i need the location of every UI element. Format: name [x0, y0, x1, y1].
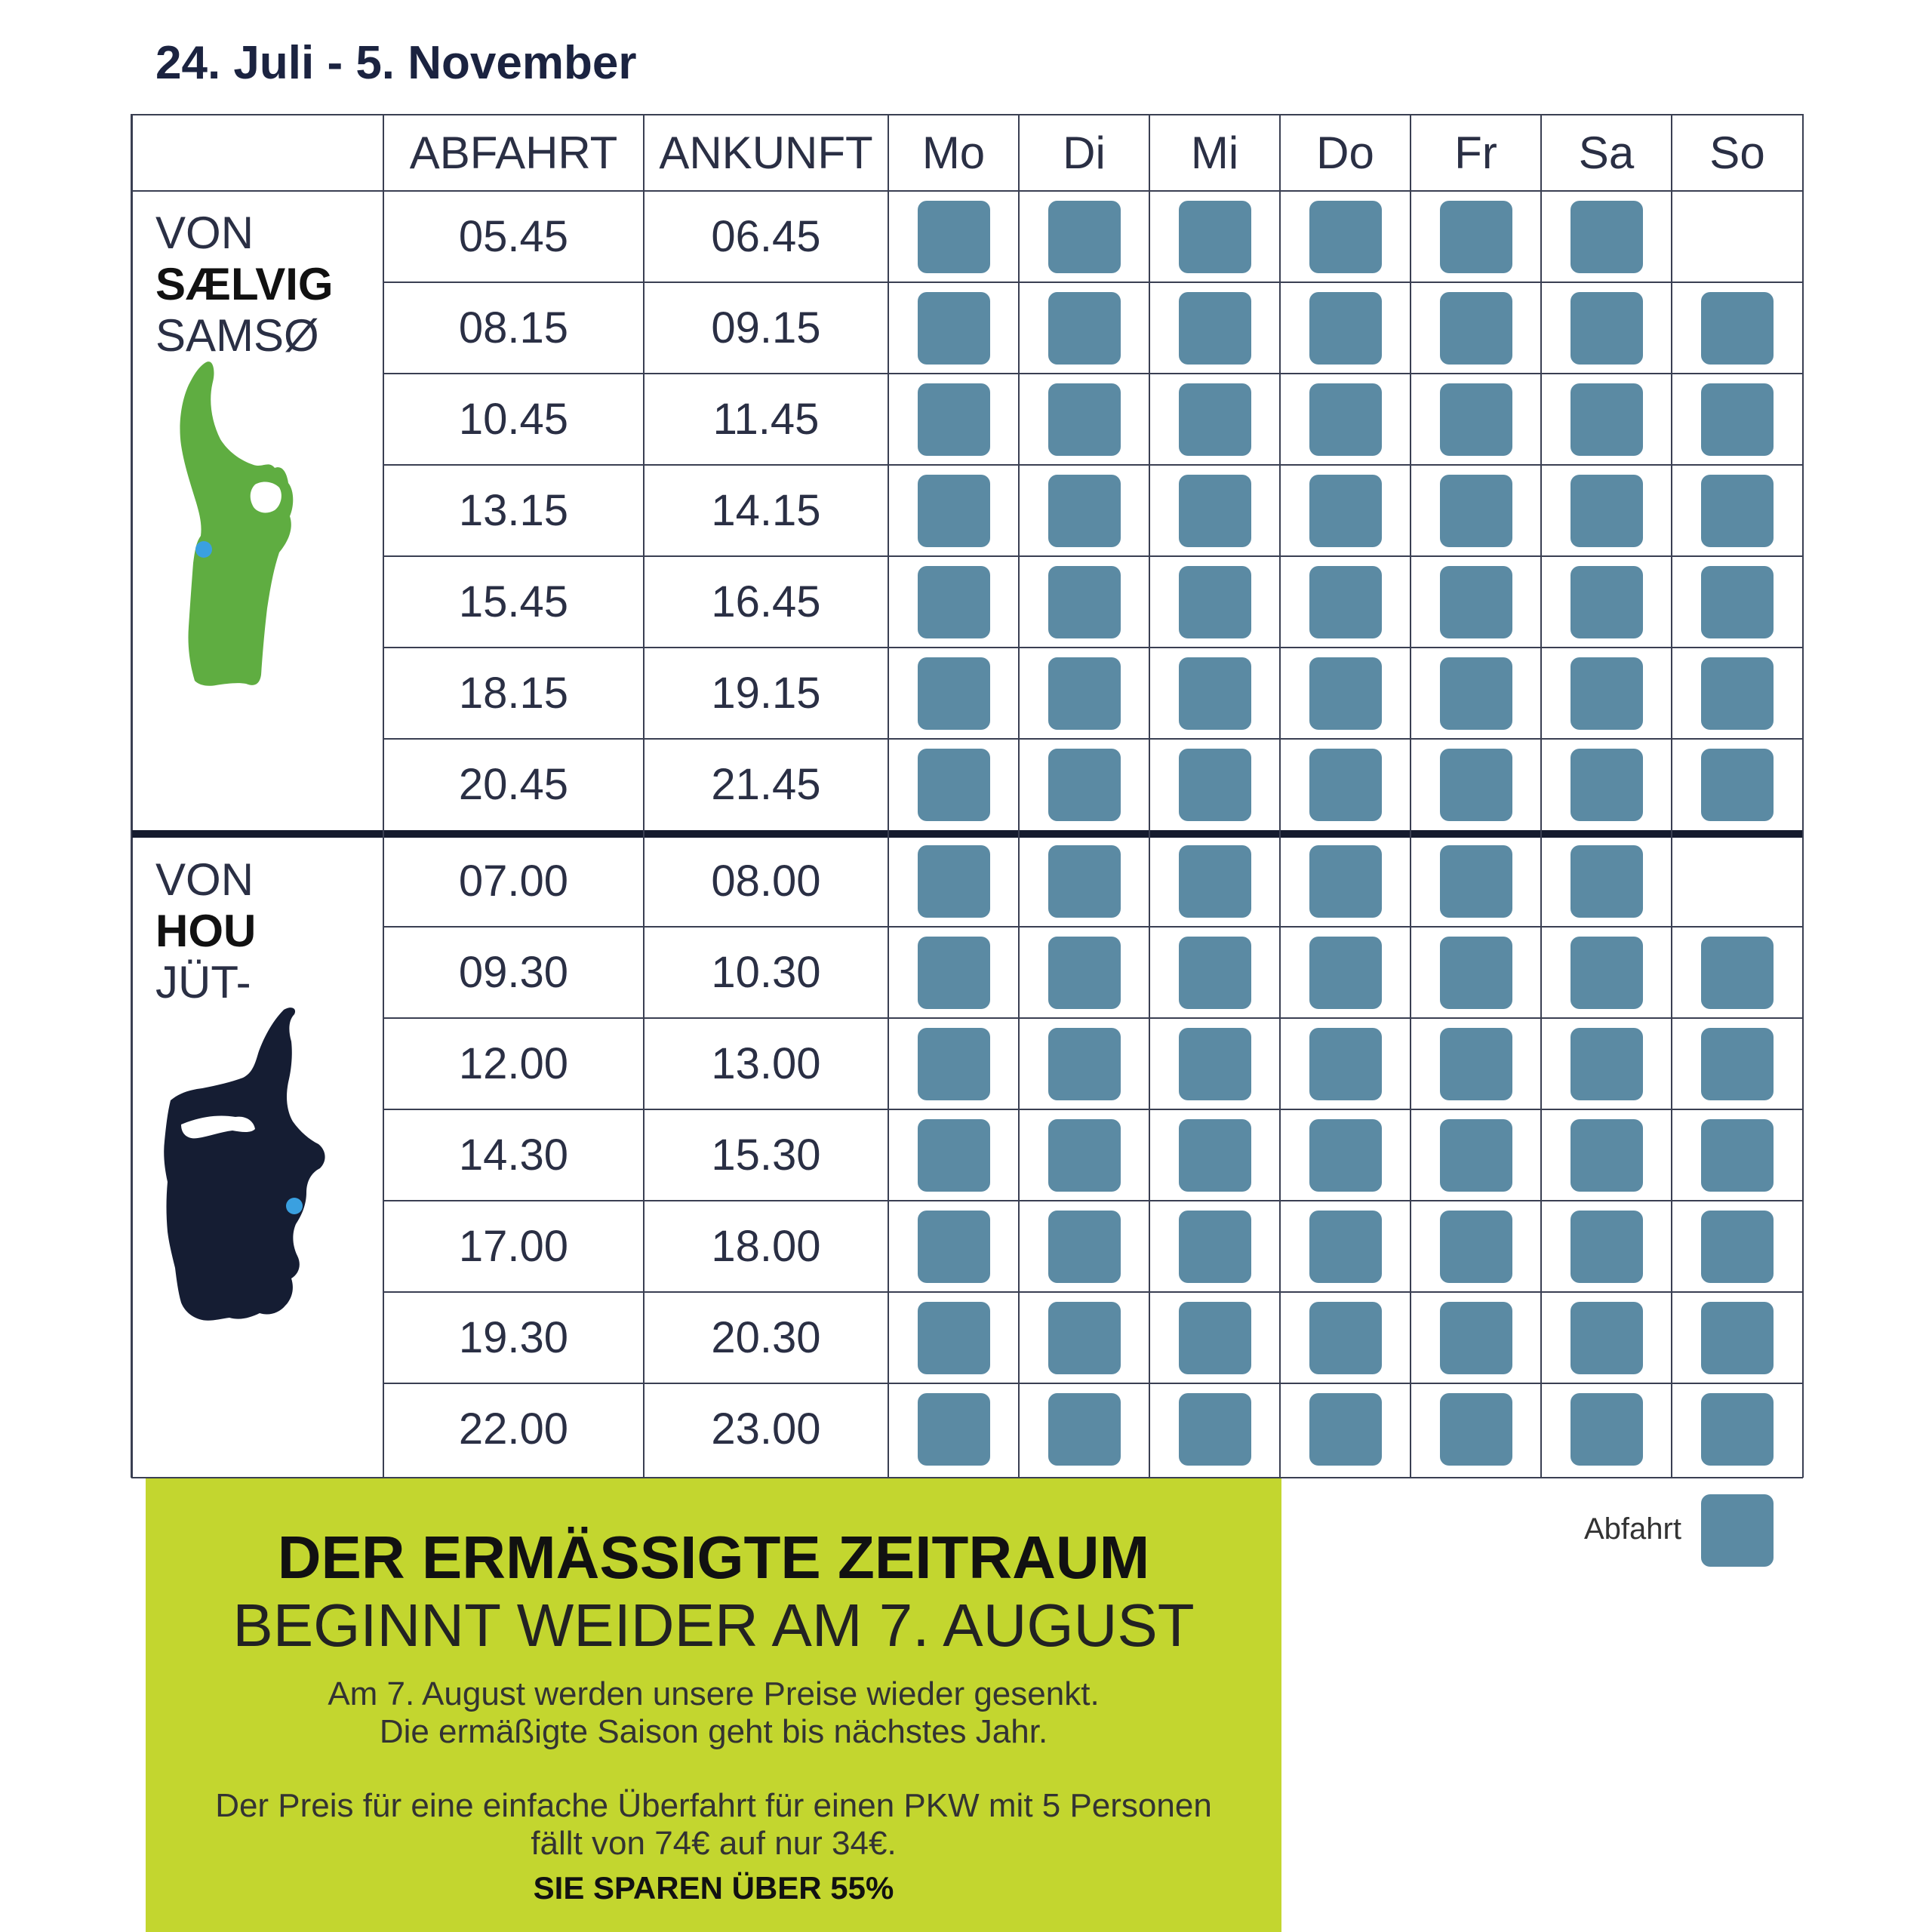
arrival-time: 15.30: [711, 1131, 821, 1180]
grid-hline: [131, 1477, 1803, 1478]
departure-mark: [1309, 1302, 1382, 1374]
departure-mark: [918, 845, 990, 918]
departure-mark: [1571, 937, 1643, 1009]
grid-vline: [1671, 114, 1672, 1478]
departure-mark: [918, 1393, 990, 1466]
departure-mark: [918, 566, 990, 638]
arrival-time: 18.00: [711, 1222, 821, 1271]
departure-mark: [1179, 292, 1251, 365]
grid-vline: [1149, 114, 1150, 1478]
samso-map: [174, 355, 325, 694]
grid-vline: [1540, 114, 1542, 1478]
departure-mark: [918, 1302, 990, 1374]
departure-mark: [918, 937, 990, 1009]
header-departure: ABFAHRT: [409, 127, 618, 178]
departure-mark: [1440, 1393, 1512, 1466]
header-day-sa: Sa: [1578, 127, 1635, 178]
departure-time: 17.00: [458, 1222, 569, 1271]
departure-mark: [918, 383, 990, 456]
departure-mark: [1440, 845, 1512, 918]
departure-time: 22.00: [458, 1404, 569, 1454]
departure-mark: [1701, 383, 1774, 456]
departure-mark: [1048, 201, 1121, 273]
departure-mark: [1571, 1393, 1643, 1466]
arrival-time: 19.15: [711, 669, 821, 718]
departure-mark: [1701, 292, 1774, 365]
arrival-time: 21.45: [711, 760, 821, 809]
departure-mark: [1701, 1393, 1774, 1466]
departure-mark: [1309, 201, 1382, 273]
departure-mark: [1309, 1211, 1382, 1283]
legend-label: Abfahrt: [1584, 1512, 1681, 1546]
arrival-time: 06.45: [711, 212, 821, 261]
departure-mark: [918, 475, 990, 547]
departure-mark: [1179, 845, 1251, 918]
departure-mark: [1048, 657, 1121, 730]
departure-mark: [1309, 383, 1382, 456]
grid-vline: [1802, 114, 1804, 1478]
grid-vline: [1410, 114, 1411, 1478]
grid-vline: [131, 114, 132, 1478]
departure-mark: [1440, 475, 1512, 547]
departure-mark: [1571, 749, 1643, 821]
header-day-mi: Mi: [1190, 127, 1239, 178]
departure-time: 09.30: [458, 948, 569, 997]
promo-headline: DER ERMÄSSIGTE ZEITRAUM: [277, 1524, 1150, 1591]
grid-vline: [1018, 114, 1020, 1478]
departure-mark: [1309, 1393, 1382, 1466]
arrival-time: 20.30: [711, 1313, 821, 1362]
arrival-time: 08.00: [711, 857, 821, 906]
departure-time: 07.00: [458, 857, 569, 906]
arrival-time: 23.00: [711, 1404, 821, 1454]
departure-mark: [918, 1211, 990, 1283]
departure-mark: [1179, 937, 1251, 1009]
departure-mark: [1440, 201, 1512, 273]
departure-mark: [918, 292, 990, 365]
departure-mark: [1701, 475, 1774, 547]
promo-line-1: Am 7. August werden unsere Preise wieder gesenkt.: [328, 1675, 1100, 1712]
departure-mark: [1179, 1211, 1251, 1283]
departure-mark: [1309, 1028, 1382, 1100]
departure-mark: [1048, 566, 1121, 638]
departure-time: 19.30: [458, 1313, 569, 1362]
header-arrival: ANKUNFT: [659, 127, 873, 178]
header-day-so: So: [1709, 127, 1765, 178]
departure-mark: [1179, 475, 1251, 547]
section-label-saelvig: [155, 208, 334, 361]
departure-mark: [1048, 937, 1121, 1009]
departure-mark: [1701, 749, 1774, 821]
departure-mark: [1048, 1302, 1121, 1374]
departure-mark: [1048, 749, 1121, 821]
departure-time: 05.45: [458, 212, 569, 261]
departure-mark: [1571, 292, 1643, 365]
section-label-hou: [155, 854, 256, 1008]
departure-mark: [1440, 1211, 1512, 1283]
departure-mark: [1179, 383, 1251, 456]
place-label: SÆLVIG: [155, 259, 334, 309]
departure-mark: [1179, 657, 1251, 730]
departure-mark: [1309, 657, 1382, 730]
departure-mark: [1048, 1393, 1121, 1466]
departure-mark: [1571, 1211, 1643, 1283]
departure-mark: [1309, 749, 1382, 821]
departure-mark: [1571, 475, 1643, 547]
jutland-shape: [164, 1008, 325, 1321]
arrival-time: 14.15: [711, 486, 821, 535]
departure-mark: [1179, 1393, 1251, 1466]
departure-time: 15.45: [458, 577, 569, 626]
departure-mark: [1701, 566, 1774, 638]
departure-mark: [1440, 1119, 1512, 1192]
departure-mark: [1048, 845, 1121, 918]
promo-subheadline: BEGINNT WEIDER AM 7. AUGUST: [232, 1592, 1195, 1659]
island-label: SAMSØ: [155, 310, 319, 361]
header-day-di: Di: [1063, 127, 1106, 178]
location-dot-icon: [286, 1198, 303, 1214]
von-label: VON: [155, 854, 254, 905]
departure-mark: [1440, 749, 1512, 821]
departure-mark: [1571, 201, 1643, 273]
departure-mark: [1701, 1119, 1774, 1192]
departure-mark: [1440, 657, 1512, 730]
location-dot-icon: [195, 541, 212, 558]
departure-mark: [1571, 1302, 1643, 1374]
departure-mark: [1179, 1302, 1251, 1374]
departure-mark: [1440, 292, 1512, 365]
samso-island-shape: [180, 361, 293, 686]
departure-mark: [1309, 566, 1382, 638]
departure-mark: [1440, 937, 1512, 1009]
promo-line-3: Der Preis für eine einfache Überfahrt für einen PKW mit 5 Personen: [215, 1787, 1212, 1824]
jutland-map: [158, 1004, 340, 1336]
departure-mark: [1048, 1119, 1121, 1192]
departure-mark: [1571, 1028, 1643, 1100]
departure-mark: [1048, 475, 1121, 547]
departure-time: 20.45: [458, 760, 569, 809]
departure-mark: [1179, 1028, 1251, 1100]
departure-time: 12.00: [458, 1039, 569, 1088]
legend-swatch: [1701, 1494, 1774, 1567]
arrival-time: 09.15: [711, 303, 821, 352]
departure-time: 18.15: [458, 669, 569, 718]
departure-mark: [918, 749, 990, 821]
header-day-fr: Fr: [1454, 127, 1497, 178]
arrival-time: 16.45: [711, 577, 821, 626]
departure-mark: [1309, 292, 1382, 365]
departure-mark: [1179, 566, 1251, 638]
arrival-time: 11.45: [712, 395, 820, 444]
promo-line-4: fällt von 74€ auf nur 34€.: [531, 1825, 897, 1862]
departure-mark: [918, 201, 990, 273]
grid-hline: [131, 190, 1803, 192]
departure-mark: [1440, 1302, 1512, 1374]
departure-time: 10.45: [458, 395, 569, 444]
departure-mark: [1701, 657, 1774, 730]
departure-mark: [1701, 1028, 1774, 1100]
departure-mark: [1440, 1028, 1512, 1100]
departure-mark: [1048, 292, 1121, 365]
departure-mark: [1571, 383, 1643, 456]
place-label: HOU: [155, 906, 257, 956]
promo-line-2: Die ermäßigte Saison geht bis nächstes Jahr.: [379, 1713, 1048, 1750]
departure-mark: [1048, 1028, 1121, 1100]
schedule-title: 24. Juli - 5. November: [155, 37, 637, 89]
departure-mark: [1440, 383, 1512, 456]
departure-mark: [1571, 657, 1643, 730]
samso-bay: [251, 482, 281, 513]
departure-mark: [918, 1119, 990, 1192]
arrival-time: 13.00: [711, 1039, 821, 1088]
departure-time: 14.30: [458, 1131, 569, 1180]
island-label: JÜT-: [155, 957, 251, 1008]
departure-mark: [1309, 475, 1382, 547]
departure-mark: [1701, 937, 1774, 1009]
departure-mark: [1309, 845, 1382, 918]
arrival-time: 10.30: [711, 948, 821, 997]
departure-mark: [918, 1028, 990, 1100]
departure-mark: [918, 657, 990, 730]
von-label: VON: [155, 208, 254, 258]
departure-mark: [1179, 749, 1251, 821]
departure-time: 08.15: [458, 303, 569, 352]
grid-vline: [1279, 114, 1281, 1478]
departure-mark: [1571, 1119, 1643, 1192]
header-day-do: Do: [1316, 127, 1374, 178]
departure-mark: [1179, 201, 1251, 273]
departure-mark: [1309, 1119, 1382, 1192]
departure-mark: [1701, 1302, 1774, 1374]
promo-box: [146, 1478, 1281, 1932]
departure-mark: [1440, 566, 1512, 638]
departure-mark: [1571, 566, 1643, 638]
departure-mark: [1701, 1211, 1774, 1283]
departure-mark: [1309, 937, 1382, 1009]
departure-mark: [1048, 1211, 1121, 1283]
departure-mark: [1179, 1119, 1251, 1192]
departure-mark: [1571, 845, 1643, 918]
departure-time: 13.15: [458, 486, 569, 535]
header-day-mo: Mo: [921, 127, 986, 178]
promo-savings: SIE SPAREN ÜBER 55%: [533, 1870, 894, 1906]
departure-mark: [1048, 383, 1121, 456]
